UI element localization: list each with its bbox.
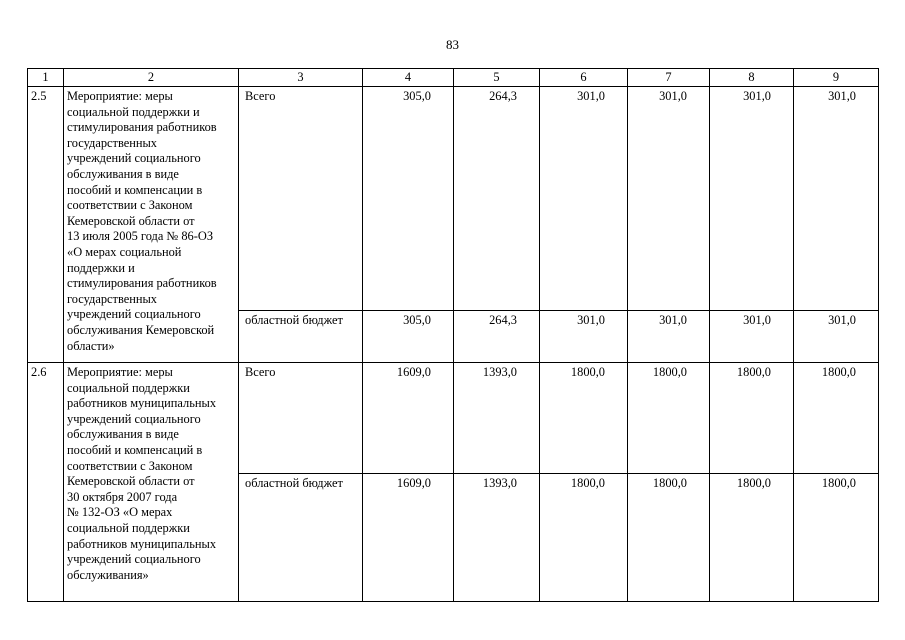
value-cell: 1800,0 (628, 363, 710, 474)
value-cell: 1800,0 (710, 474, 794, 602)
funding-source: областной бюджет (239, 311, 363, 363)
row-description: Мероприятие: меры социальной поддержки работников муниципальных учреждений социального обслуживания в виде пособий и компенсаций в соответствии с Законом Кемеровской области от 30 октября 2007 года № 132-ОЗ «О мерах социальной поддержки работников муниципальных учреждений социального обслуживания» (64, 363, 239, 602)
value-cell: 1800,0 (540, 363, 628, 474)
value-cell: 1393,0 (454, 363, 540, 474)
row-description: Мероприятие: меры социальной поддержки и стимулирования работников государственных учреждений социального обслуживания в виде пособий и компенсации в соответствии с Законом Кемеровской области от 13 июля 2005 года № 86-ОЗ «О мерах социальной поддержки и стимулирования работников государственных учреждений социального обслуживания Кемеровской области» (64, 87, 239, 363)
value-cell: 1609,0 (363, 474, 454, 602)
value-cell: 305,0 (363, 87, 454, 311)
value-cell: 305,0 (363, 311, 454, 363)
value-cell: 1800,0 (540, 474, 628, 602)
value-cell: 1393,0 (454, 474, 540, 602)
column-header: 4 (363, 69, 454, 87)
table-row (28, 363, 879, 474)
column-header: 2 (64, 69, 239, 87)
page-number: 83 (446, 37, 459, 52)
value-cell: 1800,0 (628, 474, 710, 602)
value-cell: 301,0 (540, 87, 628, 311)
value-cell: 301,0 (710, 87, 794, 311)
value-cell: 301,0 (794, 87, 879, 311)
value-cell: 301,0 (710, 311, 794, 363)
value-cell: 264,3 (454, 311, 540, 363)
funding-source: Всего (239, 87, 363, 311)
value-cell: 1800,0 (794, 474, 879, 602)
column-header: 7 (628, 69, 710, 87)
column-number-row (28, 69, 879, 87)
column-header: 6 (540, 69, 628, 87)
funding-source: областной бюджет (239, 474, 363, 602)
value-cell: 264,3 (454, 87, 540, 311)
value-cell: 1609,0 (363, 363, 454, 474)
row-index: 2.5 (28, 87, 64, 363)
funding-source: Всего (239, 363, 363, 474)
column-header: 9 (794, 69, 879, 87)
program-funding-table (27, 68, 879, 602)
row-index: 2.6 (28, 363, 64, 602)
value-cell: 301,0 (540, 311, 628, 363)
column-header: 3 (239, 69, 363, 87)
column-header: 5 (454, 69, 540, 87)
column-header: 1 (28, 69, 64, 87)
value-cell: 301,0 (628, 87, 710, 311)
value-cell: 301,0 (628, 311, 710, 363)
table-row (28, 87, 879, 311)
value-cell: 1800,0 (710, 363, 794, 474)
column-header: 8 (710, 69, 794, 87)
value-cell: 301,0 (794, 311, 879, 363)
value-cell: 1800,0 (794, 363, 879, 474)
